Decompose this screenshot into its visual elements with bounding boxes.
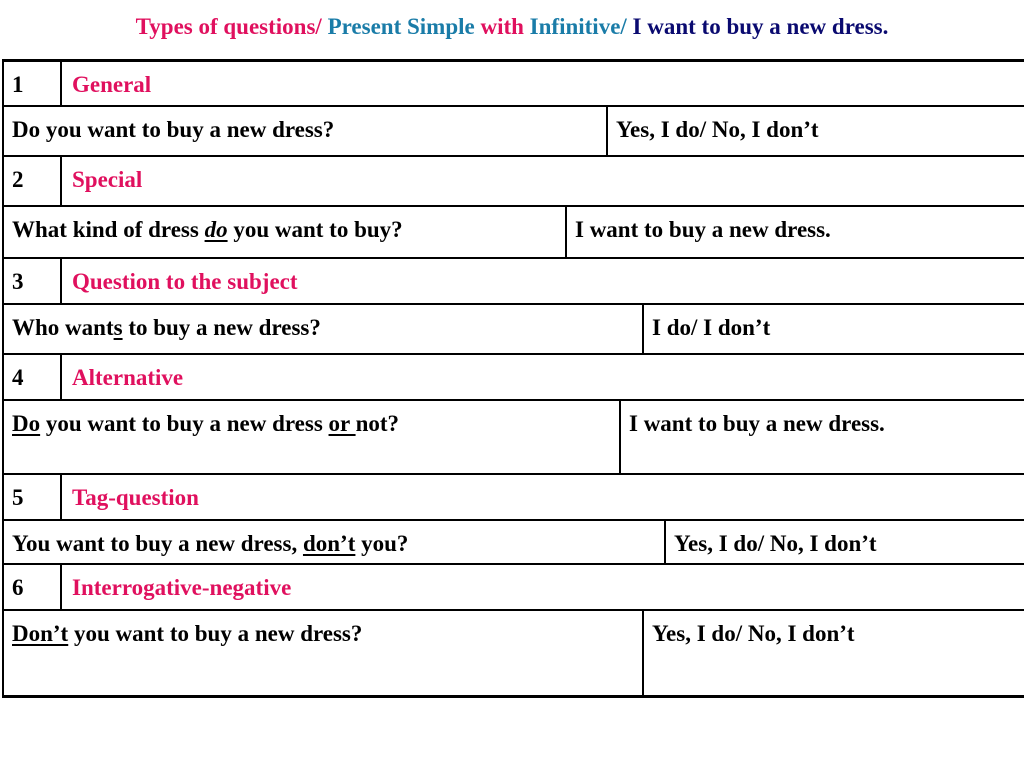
type-row: [4, 62, 1024, 107]
type-number: 1: [4, 62, 62, 105]
question-text: you want to buy a new dress: [40, 411, 329, 436]
type-row: [4, 259, 1024, 305]
type-row: [4, 475, 1024, 521]
example-row: [4, 611, 1024, 695]
title-part-types: Types of questions/: [135, 14, 322, 39]
type-name: General: [72, 72, 152, 97]
type-number: 3: [4, 259, 62, 303]
page-title: [0, 14, 1024, 40]
type-name: Special: [72, 167, 143, 192]
emphasized-word: Do: [12, 411, 41, 436]
question-text: not?: [355, 411, 400, 436]
emphasized-word: s: [113, 315, 123, 340]
example-question: [4, 401, 621, 473]
type-number: 6: [4, 565, 62, 609]
title-part-infinitive: Infinitive/: [529, 14, 627, 39]
type-row: [4, 157, 1024, 207]
question-text: Who want: [12, 315, 114, 340]
type-number: 4: [4, 355, 62, 399]
emphasized-word: don’t: [302, 531, 356, 556]
example-answer: I do/ I don’t: [652, 315, 771, 340]
emphasized-word: do: [204, 217, 228, 242]
type-name: Question to the subject: [72, 269, 298, 294]
question-text: you?: [355, 531, 409, 556]
example-question: [4, 207, 567, 257]
type-name: Alternative: [72, 365, 184, 390]
example-answer: I want to buy a new dress.: [629, 411, 885, 436]
example-row: [4, 521, 1024, 565]
type-row: [4, 565, 1024, 611]
example-answer: Yes, I do/ No, I don’t: [652, 621, 855, 646]
emphasized-word: Don’t: [12, 621, 69, 646]
question-text: you want to buy a new dress?: [68, 621, 363, 646]
example-question: [4, 521, 666, 563]
example-row: [4, 305, 1024, 355]
title-part-present-simple: Present Simple: [327, 14, 475, 39]
example-answer: I want to buy a new dress.: [575, 217, 831, 242]
title-part-example: I want to buy a new dress.: [632, 14, 889, 39]
type-number: 2: [4, 157, 62, 205]
type-row: [4, 355, 1024, 401]
example-question: [4, 611, 644, 695]
type-name: Tag-question: [72, 485, 199, 510]
example-row: [4, 107, 1024, 157]
question-text: You want to buy a new dress,: [12, 531, 303, 556]
type-number: 5: [4, 475, 62, 519]
emphasized-word: or: [328, 411, 356, 436]
question-text: to buy a new dress?: [122, 315, 321, 340]
example-row: [4, 207, 1024, 259]
question-text: Do you want to buy a new dress?: [12, 117, 335, 142]
type-name: Interrogative-negative: [72, 575, 292, 600]
example-question: [4, 305, 644, 353]
example-row: [4, 401, 1024, 475]
example-answer: Yes, I do/ No, I don’t: [616, 117, 819, 142]
question-types-table: [2, 59, 1024, 698]
example-answer: Yes, I do/ No, I don’t: [674, 531, 877, 556]
title-part-with: with: [480, 14, 524, 39]
question-text: What kind of dress: [12, 217, 205, 242]
example-question: [4, 107, 608, 155]
question-text: you want to buy?: [227, 217, 403, 242]
